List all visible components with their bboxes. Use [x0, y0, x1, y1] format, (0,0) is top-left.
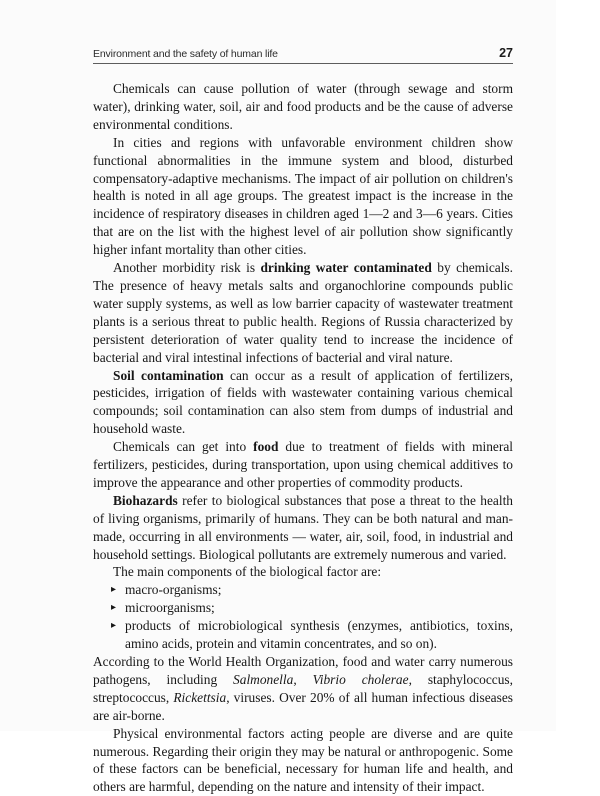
italic-term-salmonella: Salmonella	[233, 671, 294, 687]
list-intro-text: The main components of the biological factor are:	[113, 564, 382, 580]
triangle-bullet-icon: ▸	[111, 602, 117, 614]
paragraph-food	[93, 438, 513, 492]
paragraph-rest: due to treatment of fields with mineral fertilizers, pesticides, during transportation, upon using chemical additives to improve the appearance and other properties of commodity products.	[93, 439, 513, 490]
running-header	[93, 46, 513, 63]
list-item-label: microorganisms;	[125, 600, 215, 616]
separator: ,	[293, 671, 313, 687]
triangle-bullet-icon: ▸	[111, 620, 117, 632]
triangle-bullet-icon: ▸	[111, 584, 117, 596]
paragraph-physical-factors	[93, 725, 513, 796]
bold-term-biohazards: Biohazards	[113, 492, 178, 508]
list-item-label: macro-organisms;	[125, 582, 222, 598]
bold-term-food: food	[253, 439, 279, 455]
paragraph-text: Chemicals can cause pollution of water (through sewage and storm water), drinking water, soil, air and food products and be the cause of adverse environmental conditions.	[93, 81, 513, 132]
biological-factor-list	[93, 581, 513, 653]
paragraph-rest: by chemicals. The presence of heavy metals salts and organochlorine compounds public water supply systems, as well as low barrier capacity of wastewater treatment plants is a serious threat to public health. Regions of Russia characterized by persistent deterioration of water quality tend to increase the incidence of bacterial and viral intestinal infections of bacterial and viral nature.	[93, 260, 513, 365]
paragraph-who-pathogens	[93, 653, 513, 725]
page-content	[93, 46, 513, 796]
header-rule	[93, 63, 513, 64]
paragraph-cities-regions	[93, 134, 513, 259]
paragraph-soil-contamination	[93, 367, 513, 439]
paragraph-text: In cities and regions with unfavorable environment children show functional abnormalities in the immune system and blood, disturbed compensatory-adaptive mechanisms. The impact of air pollution on children's health is noted in all age groups. The greatest impact is the increase in the incidence of respiratory diseases in children aged 1—2 and 3—6 years. Cities that are on the list with the highest level of air pollution show significantly higher infant mortality than other cities.	[93, 134, 513, 258]
paragraph-drinking-water	[93, 259, 513, 366]
list-item	[93, 617, 513, 653]
paragraph-chemicals-pollution	[93, 80, 513, 134]
italic-term-vibrio-cholerae: Vibrio cholerae	[312, 671, 409, 687]
italic-term-rickettsia: Rickettsia	[173, 689, 227, 705]
paragraph-lead: According to the World Health Organization, food and water carry numerous pathogens, including	[93, 654, 513, 687]
page-number: 27	[499, 46, 513, 60]
paragraph-text: Physical environmental factors acting people are diverse and are quite numerous. Regarding their origin they may be natural or anthropogenic. Some of these factors can be beneficial, necessary for human life and health, and others are harmful, depending on the nature and intensity of their impact.	[93, 725, 513, 795]
list-item	[93, 581, 513, 599]
list-item	[93, 599, 513, 617]
paragraph-rest: , viruses. Over 20% of all human infectious diseases are air-borne.	[93, 689, 513, 723]
bold-term-drinking-water-contaminated: drinking water contaminated	[260, 260, 432, 276]
paragraph-biohazards	[93, 492, 513, 564]
paragraph-rest: refer to biological substances that pose a threat to the health of living organisms, primarily of humans. They can be both natural and man-made, occurring in all environments — water, air, soil, food, in industrial and household settings. Biological pollutants are extremely numerous and varied.	[93, 492, 513, 562]
paragraph-rest: can occur as a result of application of fertilizers, pesticides, irrigation of fields with wastewater containing various chemical compounds; soil contamination can also stem from dumps of industrial and household waste.	[93, 367, 513, 437]
running-header-title: Environment and the safety of human life	[93, 48, 278, 60]
paragraph-list-intro	[93, 563, 513, 581]
separator: , staphylococcus, streptococcus,	[93, 671, 513, 705]
paragraph-lead: Chemicals can get into	[113, 439, 254, 455]
body-text	[93, 80, 513, 796]
list-item-label: products of microbiological synthesis (enzymes, antibiotics, toxins, amino acids, protein and vitamin concentrates, and so on).	[125, 618, 513, 652]
paragraph-lead: Another morbidity risk is	[113, 260, 261, 276]
bold-term-soil-contamination: Soil contamination	[113, 367, 224, 383]
